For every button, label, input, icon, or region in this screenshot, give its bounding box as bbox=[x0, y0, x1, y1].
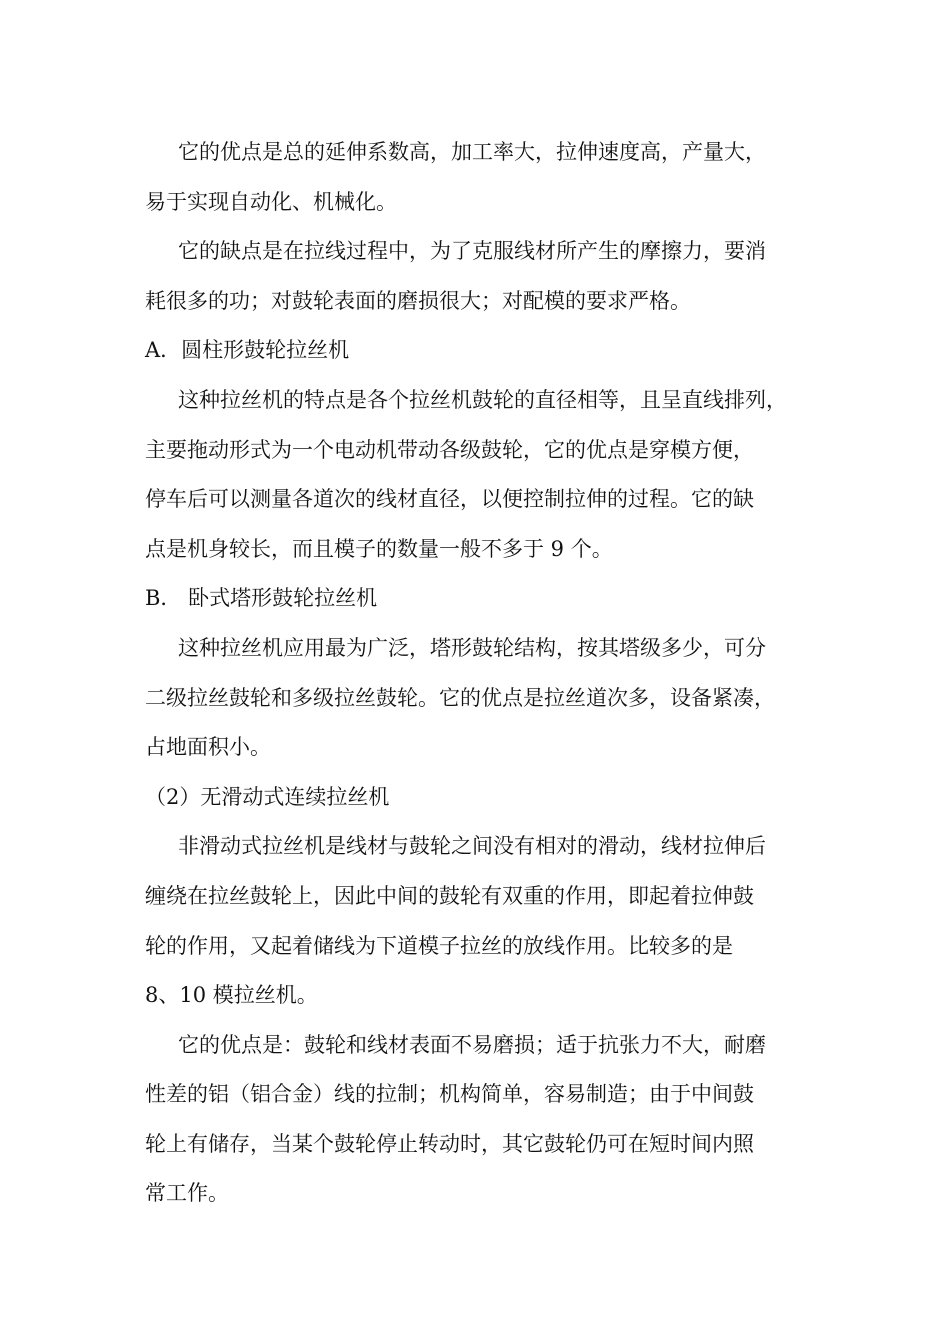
text-line: 二级拉丝鼓轮和多级拉丝鼓轮。它的优点是拉丝道次多，设备紧凑， bbox=[145, 685, 775, 710]
text-line: 它的优点是：鼓轮和线材表面不易磨损；适于抗张力不大，耐磨 bbox=[178, 1032, 766, 1057]
text-line: 轮上有储存，当某个鼓轮停止转动时，其它鼓轮仍可在短时间内照 bbox=[145, 1131, 754, 1156]
text-line: 非滑动式拉丝机是线材与鼓轮之间没有相对的滑动，线材拉伸后 bbox=[178, 834, 766, 859]
text-line: 这种拉丝机的特点是各个拉丝机鼓轮的直径相等，且呈直线排列， bbox=[178, 387, 787, 412]
text-line: 它的优点是总的延伸系数高，加工率大，拉伸速度高，产量大， bbox=[178, 140, 766, 164]
text-line: 点是机身较长，而且模子的数量一般不多于 9 个。 bbox=[145, 536, 613, 561]
text-line: 停车后可以测量各道次的线材直径，以便控制拉伸的过程。它的缺 bbox=[145, 487, 754, 512]
text-line: 它的缺点是在拉线过程中，为了克服线材所产生的摩擦力，要消 bbox=[178, 239, 766, 264]
text-line: 主要拖动形式为一个电动机带动各级鼓轮，它的优点是穿模方便， bbox=[145, 437, 754, 462]
text-line: 易于实现自动化、机械化。 bbox=[145, 189, 397, 214]
section-heading-a: A．圆柱形鼓轮拉丝机 bbox=[145, 338, 350, 363]
body-text bbox=[145, 128, 835, 1219]
text-line: 8、10 模拉丝机。 bbox=[145, 983, 318, 1008]
text-line: 常工作。 bbox=[145, 1181, 229, 1206]
text-line: 耗很多的功；对鼓轮表面的磨损很大；对配模的要求严格。 bbox=[145, 288, 691, 313]
text-line: 轮的作用，又起着储线为下道模子拉丝的放线作用。比较多的是 bbox=[145, 933, 733, 958]
text-line: 占地面积小。 bbox=[145, 735, 271, 760]
text-line: 性差的铝（铝合金）线的拉制；机构简单，容易制造；由于中间鼓 bbox=[145, 1082, 754, 1107]
section-heading-2: （2）无滑动式连续拉丝机 bbox=[145, 784, 390, 809]
text-line: 这种拉丝机应用最为广泛，塔形鼓轮结构，按其塔级多少，可分 bbox=[178, 635, 766, 660]
section-heading-b: B． 卧式塔形鼓轮拉丝机 bbox=[145, 586, 378, 611]
text-line: 缠绕在拉丝鼓轮上，因此中间的鼓轮有双重的作用，即起着拉伸鼓 bbox=[145, 883, 754, 908]
